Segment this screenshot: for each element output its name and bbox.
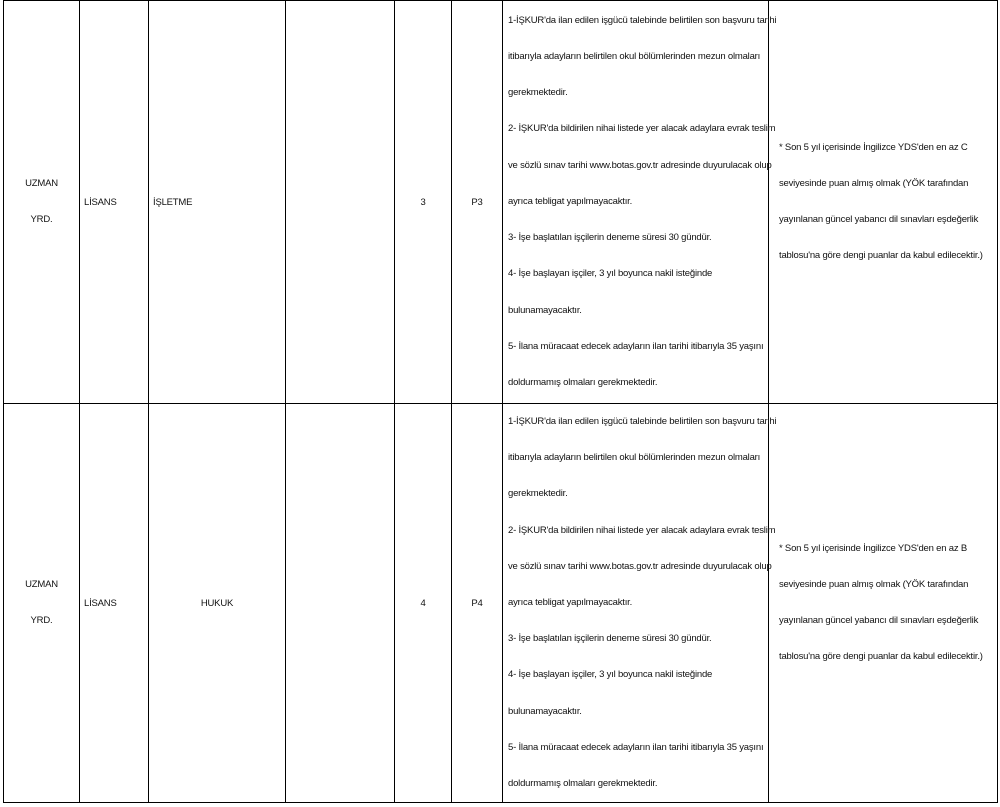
language-requirement-cell [769,1,998,404]
position-count-cell: 4 [395,404,452,803]
language-requirement-line: tablosu'na göre dengi puanlar da kabul edilecektir.) [779,250,983,261]
language-requirement-line: * Son 5 yıl içerisinde İngilizce YDS'den en az C [779,142,968,153]
position-title-line: YRD. [30,214,53,225]
requirements-cell [503,1,777,404]
requirement-line: itibarıyla adayların belirtilen okul bölümlerinden mezun olmaları [508,51,761,63]
job-requirements-table [3,0,998,803]
language-requirement-line: seviyesinde puan almış olmak (YÖK tarafından [779,579,969,591]
requirement-line: 4- İşe başlayan işçiler, 3 yıl boyunca nakil isteğinde [508,268,713,280]
position-title-cell [4,1,80,404]
position-title-line: UZMAN [25,178,58,189]
language-requirement-line: * Son 5 yıl içerisinde İngilizce YDS'den en az B [779,543,967,555]
language-requirement-line: tablosu'na göre dengi puanlar da kabul edilecektir.) [779,651,983,663]
requirement-line: bulunamayacaktır. [508,705,582,717]
requirement-line: 5- İlana müracaat edecek adayların ilan tarihi itibarıyla 35 yaşını [508,340,764,352]
requirement-line: 1-İŞKUR'da ilan edilen işgücü talebinde belirtilen son başvuru tarihi [508,416,777,427]
requirement-line: itibarıyla adayların belirtilen okul bölümlerinden mezun olmaları [508,452,761,464]
position-code-cell: P3 [452,1,503,404]
position-title-line: YRD. [30,615,53,627]
language-requirement-cell [769,404,998,803]
requirement-line: gerekmektedir. [508,87,568,99]
requirement-line: 5- İlana müracaat edecek adayların ilan tarihi itibarıyla 35 yaşını [508,741,764,753]
position-title-line: UZMAN [25,579,58,591]
requirement-line: 1-İŞKUR'da ilan edilen işgücü talebinde belirtilen son başvuru tarihi [508,14,777,26]
language-requirement-line: yayınlanan güncel yabancı dil sınavları eşdeğerlik [779,615,979,627]
position-count-cell: 3 [395,1,452,404]
education-level-cell: LİSANS [80,1,149,404]
requirements-cell [503,404,777,803]
requirement-line: 3- İşe başlatılan işçilerin deneme süresi 30 gündür. [508,232,712,244]
empty-cell [286,404,395,803]
requirement-line: 3- İşe başlatılan işçilerin deneme süresi 30 gündür. [508,633,712,645]
department-cell: İŞLETME [149,1,286,404]
education-level-cell: LİSANS [80,404,149,803]
empty-cell [286,1,395,404]
department-cell: HUKUK [149,404,286,803]
requirement-line: ve sözlü sınav tarihi www.botas.gov.tr adresinde duyurulacak olup [508,560,772,572]
table-row [4,404,998,803]
language-requirement-line: yayınlanan güncel yabancı dil sınavları eşdeğerlik [779,214,979,225]
position-title-cell [4,404,80,803]
requirement-line: doldurmamış olmaları gerekmektedir. [508,778,658,790]
requirement-line: bulunamayacaktır. [508,304,582,316]
position-code-cell: P4 [452,404,503,803]
requirement-line: 2- İŞKUR'da bildirilen nihai listede yer alacak adaylara evrak teslim [508,123,776,135]
language-requirement-line: seviyesinde puan almış olmak (YÖK tarafından [779,178,969,189]
requirement-line: ayrıca tebligat yapılmayacaktır. [508,597,633,609]
requirement-line: ve sözlü sınav tarihi www.botas.gov.tr adresinde duyurulacak olup [508,159,772,171]
requirement-line: gerekmektedir. [508,488,568,500]
table-row [4,1,998,404]
requirement-line: doldurmamış olmaları gerekmektedir. [508,376,658,388]
requirement-line: 4- İşe başlayan işçiler, 3 yıl boyunca nakil isteğinde [508,669,713,681]
requirement-line: 2- İŞKUR'da bildirilen nihai listede yer alacak adaylara evrak teslim [508,524,776,536]
requirement-line: ayrıca tebligat yapılmayacaktır. [508,195,633,207]
